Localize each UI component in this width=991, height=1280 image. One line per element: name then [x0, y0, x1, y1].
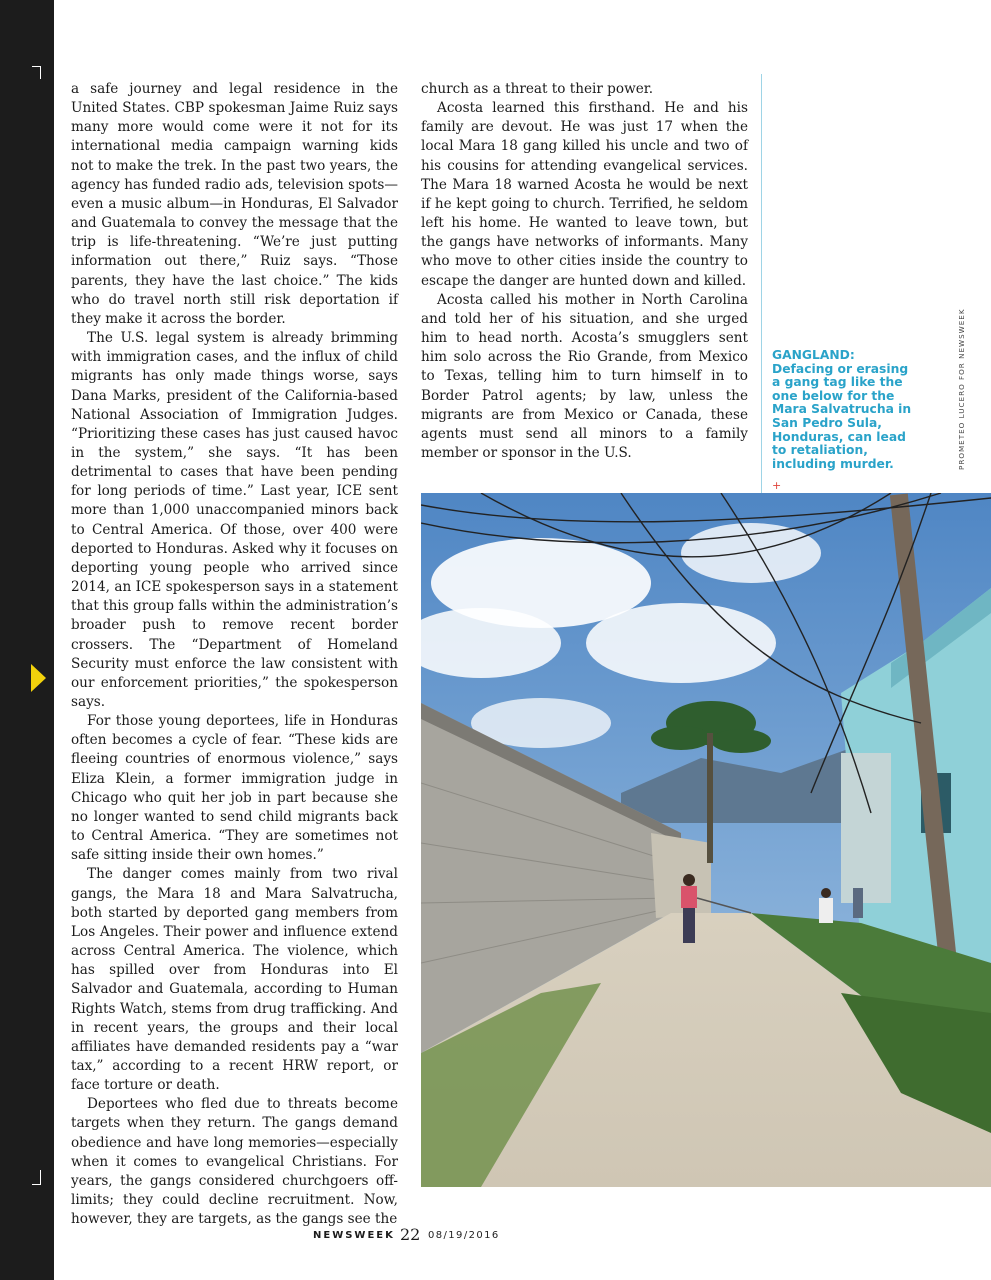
paragraph: Acosta called his mother in North Carolina and told her of his situation, and she urged him to head north. Acosta’s smugglers sent him solo across the Rio Grande, from Mexico to Texas, telling him to turn himself in to Border Patrol agents; by law, unless the migrants are from Mexico or Canada, these agents must send all minors to a family member or sponsor in the U.S.: [421, 291, 748, 461]
page-footer: [0, 1227, 991, 1247]
column-bracket-top: [32, 66, 41, 79]
footer-brand: NEWSWEEK: [313, 1230, 395, 1241]
caption-text: Defacing or erasing a gang tag like the one below for the Mara Salvatrucha in San Pedro Sula, Honduras, can lead to retaliation, including murder.: [772, 361, 912, 471]
continue-arrow-icon: [31, 664, 46, 692]
street-photo: [421, 493, 991, 1187]
paragraph: For those young deportees, life in Honduras often becomes a cycle of fear. “These kids are fleeing countries of enormous violence,” says Eliza Klein, a former immigration judge in Chicago who quit her job in part because she no longer wanted to send child migrants back to Central America. “They are sometimes not safe sitting inside their own homes.”: [71, 713, 398, 864]
page-edge-bar: [0, 0, 54, 1280]
issue-date: 08/19/2016: [428, 1230, 500, 1241]
paragraph: The danger comes mainly from two rival gangs, the Mara 18 and Mara Salvatrucha, both started by deported gang members from Los Angeles. Their power and influence extend across Central America. The violence, which has spilled over from Honduras into El Salvador and Guatemala, according to Human Rights Watch, stems from drug trafficking. And in recent years, the groups and their local affiliates have demanded residents pay a “war tax,” according to a recent HRW report, or face torture or death.: [71, 866, 398, 1094]
paragraph: Acosta learned this firsthand. He and his family are devout. He was just 17 when the local Mara 18 gang killed his uncle and two of his cousins for attending evangelical services. The Mara 18 warned Acosta he would be next if he kept going to church. Terrified, he seldom left his home. He wanted to leave town, but the gangs have networks of informants. Many who move to other cities inside the country to escape the danger are hunted down and killed.: [421, 100, 748, 289]
paragraph: church as a threat to their power.: [421, 81, 654, 97]
photo-credit: PROMETEO LUCERO FOR NEWSWEEK: [957, 308, 966, 470]
caption-marker: +: [772, 479, 782, 492]
paragraph: a safe journey and legal residence in the United States. CBP spokesman Jaime Ruiz says many more would come were it not for its international media campaign warning kids not to make the trek. In the past two years, the agency has funded radio ads, television spots—even a music album—in Honduras, El Salvador and Guatemala to convey the message that the trip is life-threatening. “We’re just putting information out there,” Ruiz says. “Those parents, they have the last choice.” The kids who do travel north still risk deportation if they make it across the border.: [71, 81, 398, 327]
caption-divider: [761, 74, 762, 494]
article-column-1: [71, 80, 398, 1229]
paragraph: The U.S. legal system is already brimming with immigration cases, and the influx of child migrants has only made things worse, says Dana Marks, president of the California-based National Association of Immigration Judges. “Prioritizing these cases has just caused havoc in the system,” she says. “It has been detrimental to cases that have been pending for long periods of time.” Last year, ICE sent more than 1,000 unaccompanied minors back to Central America. Of those, over 400 were deported to Honduras. Asked why it focuses on deporting young people who arrived since 2014, an ICE spokesperson says in a statement that this group falls within the administration’s broader push to remove recent border crossers. The “Department of Homeland Security must enforce the law consistent with our enforcement priorities,” the spokesperson says.: [71, 330, 398, 710]
column-bracket-bottom: [32, 1170, 41, 1185]
caption-heading: GANGLAND:: [772, 348, 855, 362]
paragraph: Deportees who fled due to threats become targets when they return. The gangs demand obedience and have long memories—especially when it comes to evangelical Christians. For years, the gangs considered churchgoers off-limits; they could decline recruitment. Now, however, they are targets, as the gangs see the: [71, 1096, 398, 1228]
page-number: 22: [400, 1225, 421, 1244]
article-column-2: [421, 80, 748, 463]
photo-caption: [772, 349, 912, 471]
